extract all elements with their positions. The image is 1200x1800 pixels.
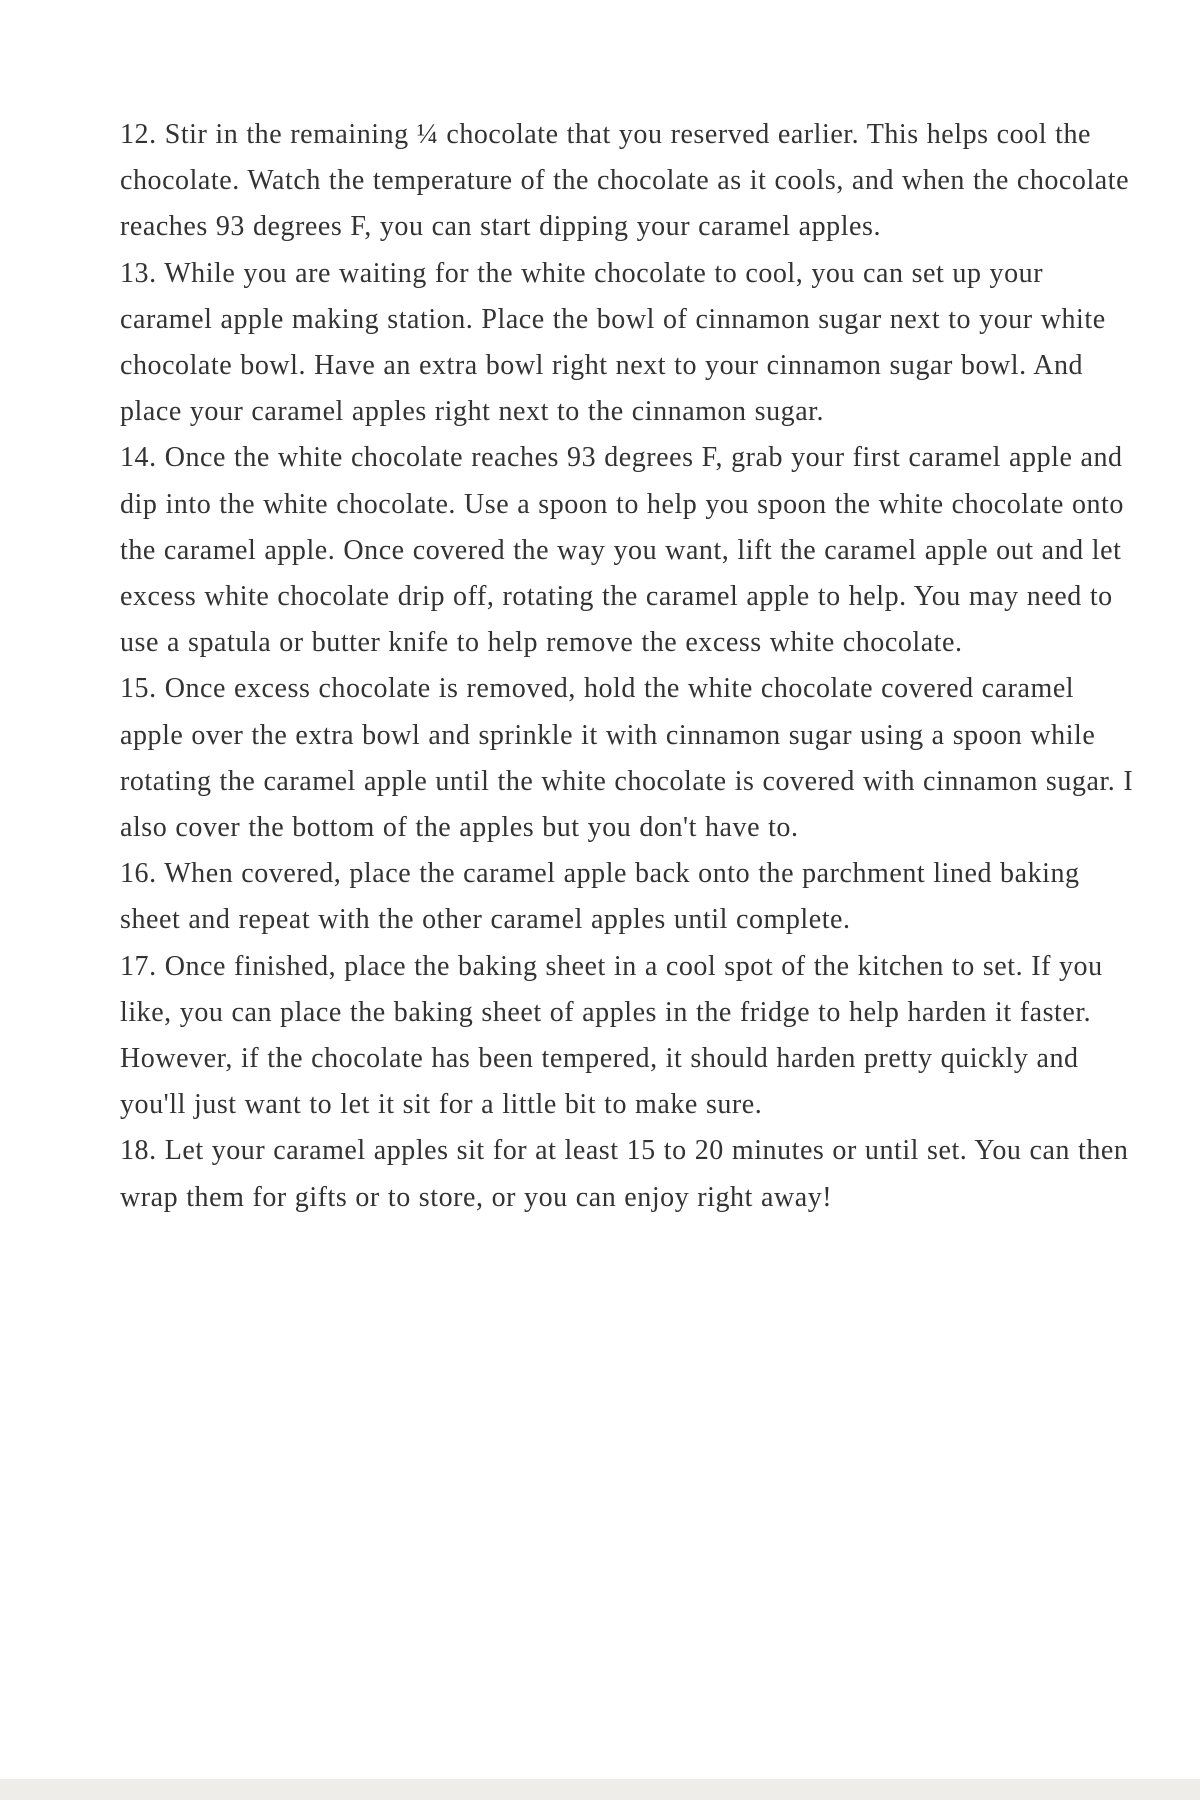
instruction-step-15: 15. Once excess chocolate is removed, hold the white chocolate covered caramel apple over the extra bowl and sprinkle it with cinnamon sugar using a spoon while rotating the caramel apple until the white chocolate is covered with cinnamon sugar. I also cover the bottom of the apples but you don't have to. xyxy=(120,673,1134,844)
instruction-step-17: 17. Once finished, place the baking sheet in a cool spot of the kitchen to set. If you like, you can place the baking sheet of apples in the fridge to help harden it faster. However, if the chocolate has been tempered, it should harden pretty quickly and you'll just want to let it sit for a little bit to make sure. xyxy=(120,950,1103,1121)
instruction-step-16: 16. When covered, place the caramel apple back onto the parchment lined baking sheet and repeat with the other caramel apples until complete. xyxy=(120,858,1080,936)
instruction-step-14: 14. Once the white chocolate reaches 93 degrees F, grab your first caramel apple and dip into the white chocolate. Use a spoon to help you spoon the white chocolate onto the caramel apple. Once covered the way you want, lift the caramel apple out and let excess white chocolate drip off, rotating the caramel apple to help. You may need to use a spatula or butter knife to help remove the excess white chocolate. xyxy=(120,442,1124,659)
instruction-step-12: 12. Stir in the remaining ¼ chocolate that you reserved earlier. This helps cool the chocolate. Watch the temperature of the chocolate as it cools, and when the chocolate reaches 93 degrees F, you can start dipping your caramel apples. xyxy=(120,119,1130,243)
instruction-step-18: 18. Let your caramel apples sit for at least 15 to 20 minutes or until set. You can then wrap them for gifts or to store, or you can enjoy right away! xyxy=(120,1135,1129,1213)
recipe-instructions xyxy=(120,112,1140,1221)
page-bottom-band xyxy=(0,1779,1200,1800)
instruction-step-13: 13. While you are waiting for the white chocolate to cool, you can set up your caramel apple making station. Place the bowl of cinnamon sugar next to your white chocolate bowl. Have an extra bowl right next to your cinnamon sugar bowl. And place your caramel apples right next to the cinnamon sugar. xyxy=(120,257,1106,428)
